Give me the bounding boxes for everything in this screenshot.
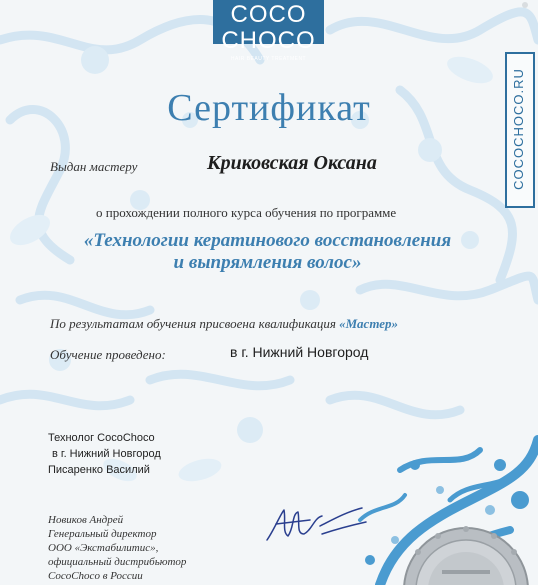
director-name: Новиков Андрей	[48, 514, 124, 526]
qualification	[50, 316, 398, 332]
conducted-location: в г. Нижний Новгород	[230, 344, 369, 360]
signature-icon	[262, 500, 372, 550]
issued-label: Выдан мастеру	[50, 159, 138, 174]
scan-mark	[522, 2, 528, 8]
conducted-label: Обучение проведено:	[50, 347, 166, 362]
qualification-value: «Мастер»	[339, 316, 399, 331]
website-badge	[505, 52, 535, 208]
technologist-title: Технолог CocoChoco	[48, 432, 155, 444]
director-company: ООО «Экстабилитис»,	[48, 542, 159, 554]
program-title-line-2: и выпрямления волос»	[173, 252, 362, 273]
director-role: официальный дистрибьютор	[48, 556, 187, 568]
director-region: CocoChoco в России	[48, 570, 143, 582]
director-position: Генеральный директор	[48, 528, 157, 540]
course-intro: о прохождении полного курса обучения по программе	[96, 205, 397, 220]
director-block	[48, 513, 186, 583]
technologist-name: Писаренко Василий	[48, 464, 150, 476]
program-title	[40, 230, 495, 274]
recipient-name: Криковская Оксана	[207, 152, 377, 174]
seal-icon	[398, 512, 538, 585]
technologist-city: в г. Нижний Новгород	[52, 448, 161, 460]
logo-text: COCO CHOCO	[221, 1, 316, 54]
website-url: COCOCHOCO.RU	[511, 68, 526, 190]
certificate-title: Сертификат	[167, 87, 371, 129]
brand-logo	[213, 0, 324, 62]
program-title-line-1: «Технологии кератинового восстановления	[83, 230, 452, 251]
logo-tagline: HAIR BEAUTY TREATMENT	[230, 56, 307, 62]
technologist-block	[48, 430, 161, 478]
qualification-label: По результатам обучения присвоена квалификация	[50, 316, 336, 331]
